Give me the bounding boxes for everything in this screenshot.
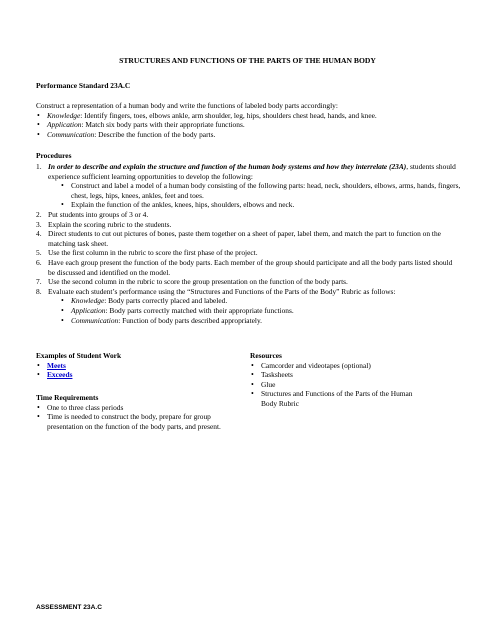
examples-item	[36, 361, 226, 371]
step-emphasis: In order to describe and explain the structure and function of the human body systems and how they interrelate (23A)	[48, 162, 407, 171]
performance-standard: Performance Standard 23A.C	[36, 81, 131, 90]
bullet-text: : Body parts correctly matched with their appropriate functions.	[105, 305, 294, 315]
procedure-step	[36, 277, 461, 287]
step-number: 5.	[36, 248, 42, 258]
time-section	[36, 393, 226, 431]
step-number: 4.	[36, 229, 42, 239]
intro-text: Construct a representation of a human body and write the functions of labeled body parts accordingly:	[36, 101, 338, 110]
step8-bullet-knowledge	[60, 296, 461, 306]
examples-item	[36, 370, 226, 380]
step-number: 3.	[36, 219, 42, 229]
intro-bullet-application	[36, 120, 466, 130]
examples-heading: Examples of Student Work	[36, 351, 122, 360]
bullet-text: : Describe the function of the body parts.	[94, 129, 216, 139]
procedure-step	[36, 248, 461, 258]
step-number: 2.	[36, 209, 42, 219]
step-text: Direct students to cut out pictures of bones, paste them together on a sheet of paper, label them, and match the part to function on the matching task sheet.	[48, 229, 441, 248]
resource-item: • Camcorder and videotapes (optional)	[250, 361, 430, 371]
page-footer: ASSESSMENT 23A.C	[36, 604, 102, 611]
step-number: 8.	[36, 286, 42, 296]
bullet-term: Communication	[47, 129, 95, 139]
step1-bullet: • Explain the function of the ankles, knees, hips, shoulders, elbows and neck.	[60, 200, 461, 210]
step8-bullet-communication	[60, 316, 461, 326]
bullet-term: Knowledge	[71, 296, 105, 306]
intro-section	[36, 101, 466, 139]
time-item: • Time is needed to construct the body, prepare for group presentation on the function of the body parts, and present.	[36, 412, 226, 431]
bullet-text: : Function of body parts described appropriately.	[118, 315, 263, 325]
step-text: Explain the scoring rubric to the students.	[48, 219, 172, 229]
resource-item: • Tasksheets	[250, 370, 430, 380]
time-heading: Time Requirements	[36, 393, 99, 402]
step-text: Use the first column in the rubric to score the first phase of the project.	[48, 248, 258, 258]
step8-bullet-list	[60, 296, 461, 325]
bullet-term: Communication	[71, 315, 119, 325]
step-text: Evaluate each student’s performance using the “Structures and Functions of the Parts of the Body” Rubric as follows:	[48, 286, 396, 296]
step-number: 7.	[36, 277, 42, 287]
procedure-step	[36, 287, 461, 325]
resources-section	[250, 351, 430, 409]
time-list	[36, 403, 226, 432]
resource-item: • Glue	[250, 380, 430, 390]
bullet-term: Application	[47, 120, 82, 130]
procedure-step	[36, 258, 461, 277]
examples-list	[36, 361, 226, 380]
resources-heading: Resources	[250, 351, 282, 360]
exceeds-link[interactable]: Exceeds	[47, 370, 73, 380]
meets-link[interactable]: Meets	[47, 360, 66, 370]
procedure-step	[36, 229, 461, 248]
step-number: 6.	[36, 257, 42, 267]
bullet-term: Knowledge	[47, 110, 81, 120]
step-text: , students should experience sufficient learning opportunities to develop the following:	[48, 162, 456, 181]
step-text: Put students into groups of 3 or 4.	[48, 209, 149, 219]
examples-section	[36, 351, 226, 380]
step-number: 1.	[36, 162, 42, 171]
intro-bullet-list	[36, 111, 466, 140]
step8-bullet-application	[60, 306, 461, 316]
bullet-text: : Identify fingers, toes, elbows ankle, arm shoulder, leg, hips, shoulders chest head, hands, and knee.	[80, 110, 377, 120]
time-item: • One to three class periods	[36, 403, 226, 413]
step1-bullet: • Construct and label a model of a human body consisting of the following parts: head, neck, shoulders, elbows, arms, hands, fingers, chest, legs, hips, knees, ankles, feet and toes.	[60, 181, 461, 200]
resource-item: • Structures and Functions of the Parts of the Human Body Rubric	[250, 389, 430, 408]
procedure-step	[36, 210, 461, 220]
intro-bullet-communication	[36, 130, 466, 140]
step-text: Use the second column in the rubric to score the group presentation on the function of the body parts.	[48, 277, 348, 287]
bullet-text: : Body parts correctly placed and labeled.	[104, 296, 228, 306]
procedures-heading: Procedures	[36, 151, 72, 160]
step1-bullet-list	[60, 181, 461, 210]
procedures-list	[36, 162, 461, 325]
resources-list	[250, 361, 430, 409]
bullet-text: : Match six body parts with their appropriate functions.	[81, 120, 245, 130]
intro-bullet-knowledge	[36, 111, 466, 121]
procedure-step	[36, 162, 461, 210]
bullet-term: Application	[71, 305, 106, 315]
page-title: STRUCTURES AND FUNCTIONS OF THE PARTS OF THE HUMAN BODY	[119, 56, 376, 65]
step-text: Have each group present the function of the body parts. Each member of the group should participate and all the body parts listed should be discussed and identified on the model.	[48, 257, 453, 277]
procedure-step	[36, 220, 461, 230]
